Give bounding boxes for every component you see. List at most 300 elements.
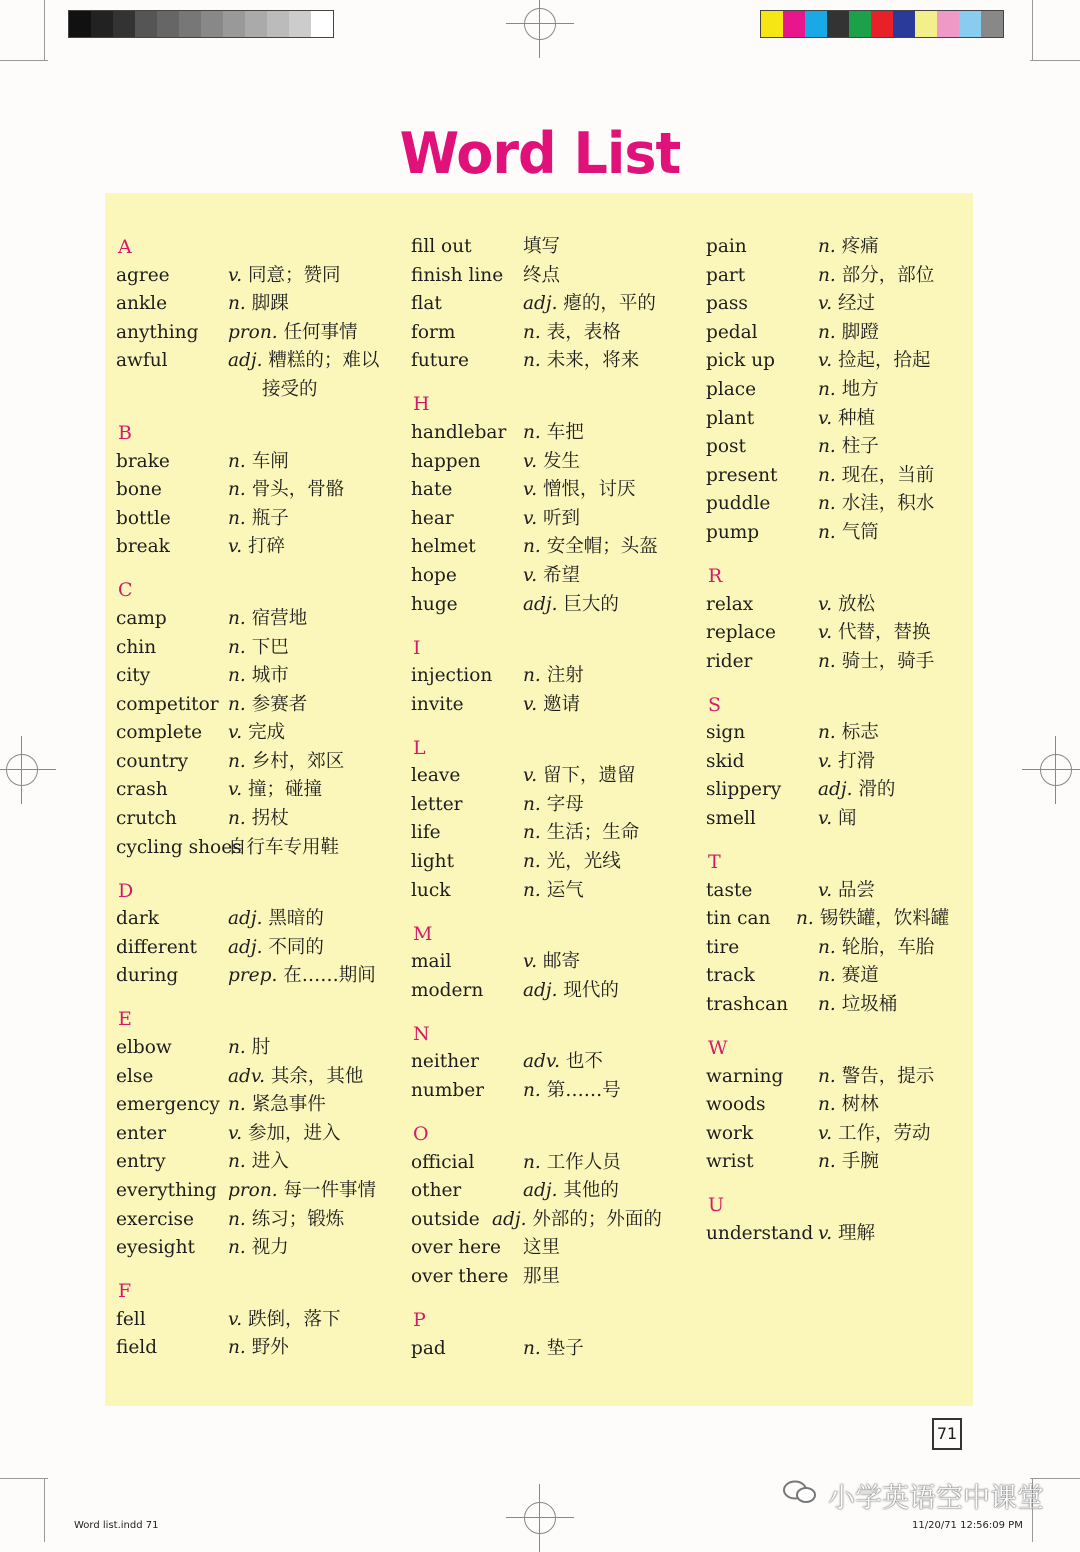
entry-word: pick up [706, 350, 775, 372]
definition-text: 完成 [248, 722, 286, 744]
entry-definition [523, 262, 560, 291]
word-entry [116, 262, 341, 291]
part-of-speech: adj. [523, 593, 558, 615]
definition-text: 滑的 [858, 779, 896, 801]
definition-text: 发生 [543, 450, 581, 472]
word-entry [706, 776, 896, 805]
part-of-speech: n. [228, 636, 246, 658]
section-letter: S [708, 693, 722, 716]
part-of-speech: prep. [228, 965, 278, 987]
part-of-speech: n. [523, 879, 541, 901]
entry-word: injection [411, 665, 493, 687]
definition-text: 每一件事情 [283, 1179, 377, 1201]
definition-text: 同意；赞同 [248, 264, 341, 286]
footer-file-name: Word list.indd 71 [74, 1520, 159, 1531]
part-of-speech: v. [818, 1122, 833, 1144]
part-of-speech: n. [228, 450, 246, 472]
entry-word: relax [706, 593, 754, 615]
entry-word: future [411, 350, 469, 372]
word-entry [411, 419, 584, 448]
entry-definition [523, 319, 621, 348]
entry-word: understand [706, 1222, 814, 1244]
word-entry [706, 748, 876, 777]
entry-word: track [706, 965, 755, 987]
entry-word: competitor [116, 693, 219, 715]
part-of-speech: v. [228, 536, 243, 558]
entry-word: fill out [411, 236, 472, 257]
definition-text: 黑暗的 [268, 908, 324, 930]
entry-definition [228, 448, 289, 477]
word-entry [116, 748, 345, 777]
entry-definition [228, 1206, 344, 1235]
definition-text: 脚蹬 [841, 321, 879, 343]
part-of-speech: adv. [523, 1051, 561, 1073]
part-of-speech: n. [818, 464, 836, 486]
word-entry [411, 591, 619, 620]
definition-text: 练习；锻炼 [251, 1208, 345, 1230]
word-entry [706, 1120, 931, 1149]
word-column-2 [411, 233, 662, 1363]
entry-word: elbow [116, 1037, 172, 1058]
word-entry [411, 1048, 603, 1077]
entry-definition [228, 290, 289, 319]
definition-text: 脚踝 [251, 293, 289, 315]
entry-word: cycling shoes [116, 836, 242, 858]
section-letter: F [118, 1280, 132, 1303]
entry-word: flat [411, 293, 442, 315]
entry-word: awful [116, 350, 168, 372]
word-entry [411, 448, 581, 477]
word-column-3 [706, 233, 950, 1249]
entry-definition [818, 934, 934, 963]
section-letter: D [118, 879, 134, 902]
definition-text: 希望 [543, 564, 581, 586]
entry-word: exercise [116, 1208, 194, 1230]
word-entry [411, 819, 640, 848]
part-of-speech: v. [523, 479, 538, 501]
entry-definition [796, 905, 949, 934]
entry-definition [818, 877, 875, 906]
entry-definition [818, 405, 875, 434]
entry-word: bone [116, 479, 162, 501]
entry-word: camp [116, 607, 167, 629]
part-of-speech: n. [818, 236, 836, 257]
definition-text: 表，表格 [546, 321, 621, 343]
definition-text: 赛道 [841, 965, 879, 987]
definition-text: 注射 [546, 665, 584, 687]
entry-word: taste [706, 879, 753, 901]
definition-text: 骨头，骨骼 [251, 479, 345, 501]
entry-word: part [706, 264, 746, 286]
part-of-speech: v. [818, 593, 833, 615]
definition-text: 其他的 [563, 1180, 619, 1202]
part-of-speech: adv. [228, 1065, 266, 1087]
entry-definition [818, 805, 857, 834]
part-of-speech: n. [523, 1079, 541, 1101]
entry-definition [818, 519, 879, 548]
part-of-speech: n. [523, 851, 541, 873]
part-of-speech: n. [818, 521, 836, 543]
part-of-speech: n. [523, 1151, 541, 1173]
part-of-speech: v. [523, 693, 538, 715]
definition-text: 那里 [523, 1265, 561, 1287]
word-entry [411, 1335, 584, 1364]
entry-word: else [116, 1065, 154, 1087]
word-entry [116, 1206, 345, 1235]
definition-text: 肘 [251, 1037, 271, 1058]
word-entry [706, 905, 950, 934]
entry-word: agree [116, 264, 170, 286]
entry-definition [228, 533, 285, 562]
part-of-speech: n. [228, 1237, 246, 1259]
word-entry [411, 505, 581, 534]
entry-word: outside [411, 1208, 480, 1230]
word-entry [706, 805, 857, 834]
crop-mark [1032, 0, 1033, 60]
entry-definition [523, 1263, 560, 1292]
entry-word: over here [411, 1237, 501, 1259]
entry-definition [523, 791, 584, 820]
entry-word: smell [706, 808, 756, 830]
entry-word: happen [411, 450, 481, 472]
entry-definition [228, 476, 344, 505]
section-letter: P [413, 1308, 426, 1331]
entry-word: break [116, 536, 170, 558]
part-of-speech: n. [228, 1151, 246, 1173]
entry-definition [523, 848, 621, 877]
registration-mark [1036, 750, 1076, 790]
part-of-speech: n. [523, 1337, 541, 1359]
part-of-speech: adj. [818, 779, 853, 801]
definition-text: 闻 [838, 808, 857, 830]
part-of-speech: n. [818, 321, 836, 343]
part-of-speech: v. [818, 407, 833, 429]
entry-definition [228, 719, 285, 748]
definition-text: 终点 [523, 264, 561, 286]
entry-word: hate [411, 479, 453, 501]
part-of-speech: n. [228, 693, 246, 715]
part-of-speech: adj. [492, 1208, 527, 1230]
entry-definition [818, 462, 934, 491]
section-letter: B [118, 421, 132, 444]
definition-text: 城市 [251, 665, 289, 687]
part-of-speech: n. [228, 1094, 246, 1116]
entry-word: replace [706, 622, 776, 644]
entry-word: eyesight [116, 1237, 195, 1259]
entry-word: pump [706, 521, 760, 543]
entry-definition [523, 1177, 619, 1206]
entry-definition [523, 948, 580, 977]
entry-word: chin [116, 636, 157, 658]
section-letter: L [413, 736, 426, 759]
part-of-speech: v. [228, 722, 243, 744]
section-letter: O [413, 1122, 429, 1145]
crop-mark [0, 60, 48, 61]
entry-definition [818, 347, 931, 376]
part-of-speech: adj. [523, 293, 558, 315]
entry-definition [818, 776, 895, 805]
entry-word: ankle [116, 293, 168, 315]
word-entry [116, 376, 318, 405]
word-entry [116, 805, 289, 834]
part-of-speech: v. [818, 350, 833, 372]
part-of-speech: n. [523, 665, 541, 687]
entry-definition [228, 962, 376, 991]
word-column-1 [116, 233, 380, 1363]
part-of-speech: n. [818, 1094, 836, 1116]
entry-word: crash [116, 779, 168, 801]
entry-definition [523, 533, 658, 562]
word-entry [116, 776, 323, 805]
entry-definition [523, 347, 639, 376]
word-entry [116, 1091, 326, 1120]
section-letter: C [118, 579, 133, 602]
entry-definition [523, 977, 619, 1006]
word-entry [411, 791, 584, 820]
part-of-speech: n. [228, 607, 246, 629]
entry-definition [818, 748, 875, 777]
word-entry [116, 1034, 271, 1063]
part-of-speech: pron. [228, 321, 278, 343]
definition-text: 瓶子 [251, 507, 289, 529]
page-number: 71 [932, 1418, 962, 1450]
definition-text: 品尝 [838, 879, 876, 901]
entry-word: woods [706, 1094, 766, 1116]
entry-definition [523, 1234, 560, 1263]
entry-word: tire [706, 936, 740, 958]
entry-definition [818, 619, 931, 648]
part-of-speech: n. [228, 808, 246, 830]
footer-timestamp: 11/20/71 12:56:09 PM [912, 1520, 1023, 1531]
part-of-speech: n. [228, 750, 246, 772]
definition-text: 垫子 [546, 1337, 584, 1359]
section-letter: T [708, 851, 721, 874]
entry-word: invite [411, 693, 464, 715]
entry-word: huge [411, 593, 458, 615]
part-of-speech: adj. [228, 936, 263, 958]
part-of-speech: adj. [523, 1180, 558, 1202]
entry-definition [228, 1306, 341, 1335]
registration-mark [520, 4, 560, 44]
word-entry [116, 1120, 341, 1149]
part-of-speech: n. [818, 493, 836, 515]
part-of-speech: v. [523, 951, 538, 973]
definition-text: 邮寄 [543, 951, 581, 973]
word-entry [411, 977, 619, 1006]
entry-word: tin can [706, 908, 771, 930]
word-entry [706, 319, 879, 348]
word-entry [411, 233, 561, 262]
word-entry [116, 533, 286, 562]
entry-definition [818, 233, 879, 262]
section-letter: U [708, 1194, 725, 1217]
entry-word: finish line [411, 264, 504, 286]
part-of-speech: pron. [228, 1179, 278, 1201]
entry-definition [228, 1177, 376, 1206]
definition-text: 乡村，郊区 [251, 750, 345, 772]
entry-definition [228, 662, 289, 691]
definition-text: 种植 [838, 407, 876, 429]
definition-text: 憎恨，讨厌 [543, 479, 636, 501]
definition-text: 第……号 [546, 1079, 621, 1101]
entry-word: pass [706, 293, 748, 315]
definition-text: 紧急事件 [251, 1094, 326, 1116]
entry-definition [818, 962, 879, 991]
word-entry [411, 262, 561, 291]
word-entry [411, 848, 621, 877]
part-of-speech: v. [818, 1222, 833, 1244]
entry-word: pedal [706, 321, 758, 343]
grayscale-calibration-bar [68, 10, 334, 38]
definition-text: 字母 [546, 793, 584, 815]
entry-definition [818, 262, 934, 291]
word-entry [706, 962, 879, 991]
entry-definition [523, 562, 580, 591]
word-entry [116, 1063, 364, 1092]
part-of-speech: n. [818, 378, 836, 400]
word-entry [411, 1263, 561, 1292]
definition-text: 现代的 [563, 979, 619, 1001]
word-entry [116, 634, 289, 663]
word-entry [411, 762, 636, 791]
word-entry [411, 662, 584, 691]
section-letter: E [118, 1008, 132, 1031]
definition-text: 经过 [838, 293, 876, 315]
wechat-icon [782, 1480, 818, 1504]
definition-text: 自行车专用鞋 [228, 836, 340, 858]
entry-word: handlebar [411, 421, 507, 443]
definition-text: 车把 [546, 421, 584, 443]
definition-text: 填写 [523, 236, 561, 257]
word-entry [706, 1220, 876, 1249]
part-of-speech: adj. [523, 979, 558, 1001]
definition-text: 拐杖 [251, 808, 289, 830]
definition-text: 跌倒，落下 [248, 1308, 341, 1330]
definition-text: 听到 [543, 507, 581, 529]
entry-word: official [411, 1151, 475, 1173]
entry-definition [523, 448, 580, 477]
definition-text: 视力 [251, 1237, 289, 1259]
word-entry [411, 562, 581, 591]
part-of-speech: n. [228, 293, 246, 315]
entry-definition [523, 419, 584, 448]
definition-text: 工作人员 [546, 1151, 621, 1173]
definition-text: 邀请 [543, 693, 581, 715]
word-entry [706, 719, 879, 748]
entry-definition [818, 1063, 934, 1092]
word-entry [411, 319, 621, 348]
entry-word: warning [706, 1065, 784, 1087]
entry-word: hope [411, 564, 457, 586]
word-entry [706, 991, 898, 1020]
entry-word: rider [706, 650, 753, 672]
word-entry [411, 691, 581, 720]
word-entry [706, 591, 876, 620]
word-entry [116, 476, 345, 505]
part-of-speech: v. [523, 564, 538, 586]
definition-text: 下巴 [251, 636, 289, 658]
entry-definition [228, 347, 379, 376]
entry-word: skid [706, 750, 745, 772]
entry-word: plant [706, 407, 755, 429]
definition-text: 轮胎，车胎 [841, 936, 935, 958]
word-entry [116, 1234, 289, 1263]
entry-word: city [116, 665, 151, 687]
entry-definition [818, 1148, 879, 1177]
entry-word: modern [411, 979, 484, 1001]
definition-text: 安全帽；头盔 [546, 536, 658, 558]
entry-definition [228, 748, 344, 777]
word-entry [411, 290, 656, 319]
definition-text: 工作，劳动 [838, 1122, 931, 1144]
entry-word: wrist [706, 1151, 754, 1173]
word-entry [706, 490, 935, 519]
entry-word: slippery [706, 779, 782, 801]
definition-text: 撞；碰撞 [248, 779, 323, 801]
entry-definition [228, 776, 322, 805]
word-entry [116, 934, 324, 963]
section-letter: N [413, 1022, 430, 1045]
part-of-speech: n. [523, 536, 541, 558]
definition-text: 光，光线 [546, 851, 621, 873]
entry-definition [818, 648, 934, 677]
word-entry [706, 1091, 879, 1120]
definition-text: 进入 [251, 1151, 289, 1173]
entry-definition [818, 433, 879, 462]
part-of-speech: n. [818, 264, 836, 286]
word-entry [411, 476, 636, 505]
entry-word: present [706, 464, 778, 486]
definition-text: 树林 [841, 1094, 879, 1116]
word-entry [706, 648, 935, 677]
entry-word: dark [116, 908, 159, 930]
part-of-speech: v. [228, 1122, 243, 1144]
entry-word: complete [116, 722, 203, 744]
part-of-speech: adj. [228, 350, 263, 372]
entry-word: luck [411, 879, 451, 901]
part-of-speech: v. [523, 507, 538, 529]
entry-word: place [706, 378, 757, 400]
word-entry [116, 1148, 289, 1177]
definition-text: 糟糕的；难以 [268, 350, 380, 372]
entry-definition [523, 1077, 621, 1106]
word-entry [116, 290, 289, 319]
entry-word: over there [411, 1265, 509, 1287]
entry-word: country [116, 750, 189, 772]
entry-word: trashcan [706, 994, 789, 1016]
definition-text: 任何事情 [283, 321, 358, 343]
part-of-speech: n. [523, 822, 541, 844]
word-entry [706, 262, 935, 291]
entry-definition [228, 905, 324, 934]
entry-definition [228, 1234, 289, 1263]
part-of-speech: v. [818, 293, 833, 315]
entry-definition [523, 233, 560, 262]
part-of-speech: n. [818, 965, 836, 987]
word-entry [116, 505, 289, 534]
entry-word: form [411, 321, 456, 343]
definition-text: 其余，其他 [270, 1065, 364, 1087]
entry-definition [228, 1091, 326, 1120]
word-entry [706, 1063, 935, 1092]
entry-definition [228, 834, 339, 863]
word-entry [116, 962, 376, 991]
word-entry [706, 347, 931, 376]
entry-definition-continued: 接受的 [262, 378, 318, 400]
part-of-speech: v. [523, 450, 538, 472]
definition-text: 垃圾桶 [841, 994, 898, 1016]
part-of-speech: v. [523, 765, 538, 787]
